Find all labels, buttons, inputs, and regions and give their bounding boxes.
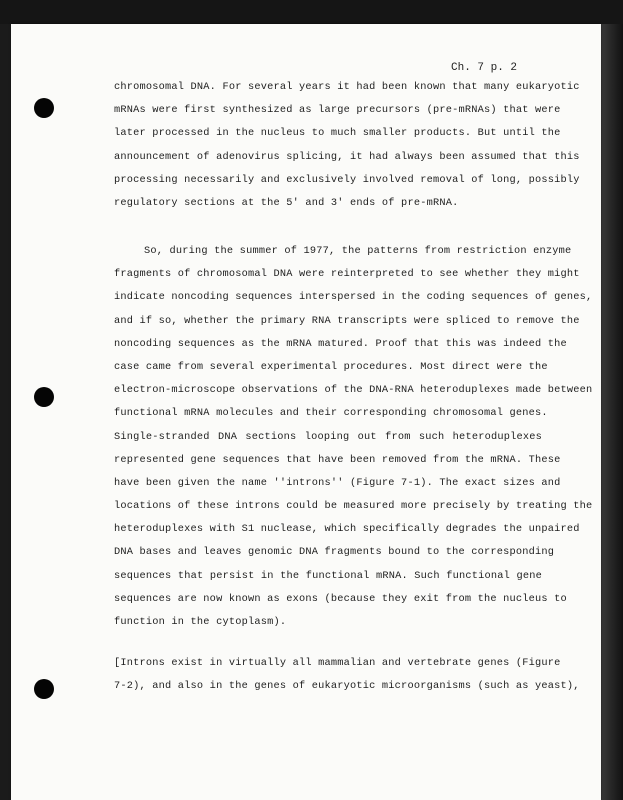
text-line: function in the cytoplasm). [114,616,287,628]
text-line: have been given the name ''introns'' (Figure 7-1). The exact sizes and [114,476,561,489]
text-line: indicate noncoding sequences interspersed in the coding sequences of genes, [114,291,593,304]
text-line: So, during the summer of 1977, the patterns from restriction enzyme [144,245,572,257]
punch-hole-bottom [34,679,54,699]
text-line: case came from several experimental procedures. Most direct were the [114,360,548,373]
text-line: locations of these introns could be measured more precisely by treating the [114,500,593,513]
text-line: DNA bases and leaves genomic DNA fragments bound to the corresponding [114,546,555,559]
text-line: [Introns exist in virtually all mammalian and vertebrate genes (Figure [114,657,561,669]
text-line: later processed in the nucleus to much smaller products. But until the [114,127,561,140]
text-line: processing necessarily and exclusively involved removal of long, possibly [114,173,580,186]
page-number: Ch. 7 p. 2 [451,62,518,74]
text-line: regulatory sections at the 5' and 3' ends of pre-mRNA. [114,196,459,209]
punch-hole-top [34,98,54,118]
text-line: noncoding sequences as the mRNA matured. Proof that this was indeed the [114,337,567,350]
text-line: heteroduplexes with S1 nuclease, which specifically degrades the unpaired [114,523,580,536]
text-line: Single-stranded DNA sections looping out from such heteroduplexes [114,430,542,443]
paragraph-3 [114,652,580,698]
text-line: 7-2), and also in the genes of eukaryotic microorganisms (such as yeast), [114,680,580,693]
text-line: and if so, whether the primary RNA transcripts were spliced to remove the [114,314,580,327]
text-line: electron-microscope observations of the DNA-RNA heteroduplexes made between [114,384,593,397]
text-line: announcement of adenovirus splicing, it had always been assumed that this [114,150,580,163]
text-line: represented gene sequences that have been removed from the mRNA. These [114,453,561,466]
text-line: fragments of chromosomal DNA were reinterpreted to see whether they might [114,268,580,281]
text-line: chromosomal DNA. For several years it had been known that many eukaryotic [114,81,580,93]
punch-hole-middle [34,387,54,407]
scan-background-right [601,24,623,800]
text-line: functional mRNA molecules and their corresponding chromosomal genes. [114,407,548,420]
paragraph-1 [114,76,580,215]
text-line: sequences are now known as exons (because they exit from the nucleus to [114,592,567,605]
text-line: sequences that persist in the functional mRNA. Such functional gene [114,569,542,582]
paragraph-2 [114,240,593,634]
document-page [11,24,601,800]
text-line: mRNAs were first synthesized as large precursors (pre-mRNAs) that were [114,104,561,117]
scan-background-top [0,0,623,24]
